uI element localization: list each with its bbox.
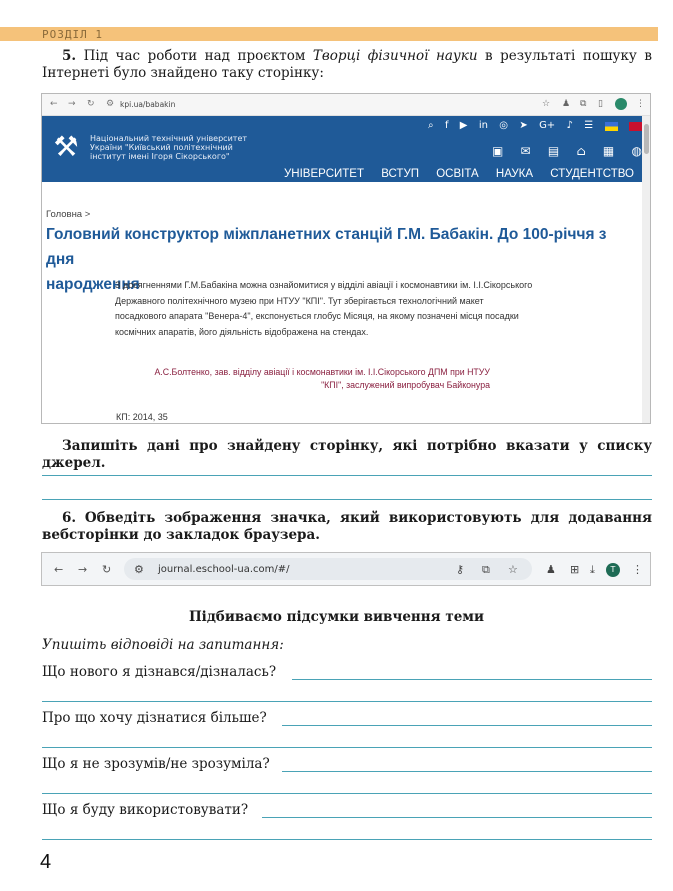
answer-line[interactable]	[42, 793, 652, 794]
kpi-site-header	[42, 116, 642, 182]
summary-title: Підбиваємо підсумки вивчення теми	[188, 609, 485, 625]
menu-icon[interactable]: ⋮	[632, 563, 643, 576]
site-info-icon[interactable]: ⚙	[134, 563, 144, 576]
article-body: З досягненнями Г.М.Бабакіна можна ознайомитися у відділі авіації і космонавтики ім. І.І.Сікорського Державного політехнічного музею при НТУУ "КПІ". Тут зберігається технологічний макет посадкового апарата "Венера-4", експонується глобус Місяця, на якому позначені місця посадки космічних апаратів, його діяльність відображена на стендах.	[115, 280, 533, 337]
rss-icon[interactable]: ☰	[584, 120, 594, 131]
kpi-top-nav	[284, 168, 634, 180]
extension-icon[interactable]: ♟	[562, 99, 571, 109]
browser-screenshot-eschool	[41, 552, 651, 586]
task5-instruction: Запишіть дані про знайдену сторінку, які потрібно вказати у списку джерел.	[42, 438, 652, 471]
answer-line[interactable]	[42, 747, 652, 748]
question-text: Про що хочу дізнатися більше?	[42, 710, 267, 726]
answer-line[interactable]	[42, 701, 652, 702]
forward-icon[interactable]: →	[78, 563, 88, 576]
answer-line[interactable]	[292, 679, 652, 680]
bookmark-star-icon[interactable]: ☆	[508, 563, 518, 576]
address-bar-url[interactable]: journal.eschool-ua.com/#/	[158, 564, 290, 575]
graduation-icon[interactable]: ⌂	[576, 144, 586, 158]
browser-screenshot-kpi	[41, 93, 651, 424]
ukraine-flag-icon[interactable]	[605, 122, 618, 131]
password-key-icon[interactable]: ⚷	[456, 563, 465, 576]
nav-science[interactable]: НАУКА	[495, 168, 534, 180]
reload-icon[interactable]: ↻	[102, 563, 112, 576]
summary-intro: Упишіть відповіді на запитання:	[42, 637, 284, 653]
answer-line[interactable]	[42, 839, 652, 840]
nav-admission[interactable]: ВСТУП	[381, 168, 420, 180]
answer-line[interactable]	[42, 499, 652, 500]
task6-number: 6.	[62, 510, 77, 526]
task5-number: 5.	[62, 48, 77, 64]
browser-toolbar	[42, 94, 650, 116]
uk-flag-icon[interactable]	[629, 122, 642, 131]
article-meta: КП: 2014, 35	[116, 412, 168, 422]
profile-avatar[interactable]	[615, 98, 627, 110]
side-panel-icon[interactable]: ▯	[598, 99, 603, 109]
kpi-logo-icon[interactable]: ⚒	[53, 130, 79, 163]
google-plus-icon[interactable]: G+	[539, 120, 556, 131]
question-text: Що нового я дізнався/дізналась?	[42, 664, 277, 680]
nav-education[interactable]: ОСВІТА	[436, 168, 479, 180]
answer-line[interactable]	[282, 725, 652, 726]
download-icon[interactable]: ⤓	[590, 563, 595, 576]
nav-students[interactable]: СТУДЕНТСТВО	[550, 168, 634, 180]
youtube-icon[interactable]: ▶	[459, 120, 468, 131]
profile-avatar[interactable]: T	[606, 563, 620, 577]
news-icon[interactable]: ▣	[492, 144, 504, 158]
puzzle-icon[interactable]: ⊞	[570, 563, 580, 576]
question-text: Що я буду використовувати?	[42, 802, 249, 818]
quick-link-icons	[492, 144, 642, 158]
globe-icon[interactable]: ◍	[631, 144, 642, 158]
puzzle-icon[interactable]: ⧉	[580, 99, 587, 109]
extension-icon[interactable]: ♟	[546, 563, 556, 576]
answer-line[interactable]	[282, 771, 652, 772]
answer-line[interactable]	[42, 475, 652, 476]
scrollbar-thumb[interactable]	[644, 124, 649, 154]
tiktok-icon[interactable]: ♪	[566, 120, 573, 131]
page-number: 4	[40, 851, 52, 873]
project-title: Творці фізичної науки	[312, 48, 478, 64]
nav-university[interactable]: УНІВЕРСИТЕТ	[284, 168, 364, 180]
facebook-icon[interactable]: f	[444, 120, 449, 131]
forward-icon[interactable]: →	[68, 99, 76, 109]
back-icon[interactable]: ←	[54, 563, 64, 576]
instagram-icon[interactable]: ◎	[499, 120, 509, 131]
reload-icon[interactable]: ↻	[87, 99, 95, 109]
article-quote: А.С.Болтенко, зав. відділу авіації і космонавтики ім. І.І.Сікорського ДПМ при НТУУ "КПІ", заслужений випробувач Байконура	[154, 367, 490, 390]
task6-text: 6. Обведіть зображення значка, який використовують для додавання вебсторінки до закладок браузера.	[42, 510, 652, 543]
task5-text: 5. Під час роботи над проєктом Творці фізичної науки в результаті пошуку в Інтернеті було знайдено таку сторінку:	[42, 48, 652, 81]
library-icon[interactable]: ▦	[602, 144, 615, 158]
announcement-icon[interactable]: ✉	[520, 144, 531, 158]
question-row	[42, 802, 652, 822]
schedule-icon[interactable]: ▤	[547, 144, 560, 158]
university-name: Національний технічний університет України "Київський політехнічний інститут імені Ігоря Сікорського"	[90, 134, 248, 161]
breadcrumb[interactable]: Головна >	[46, 209, 91, 220]
menu-icon[interactable]: ⋮	[636, 99, 645, 109]
page-scrollbar[interactable]	[642, 116, 651, 424]
article-title: Головний конструктор міжпланетних станцій Г.М. Бабакін. До 100-річчя з дня народження	[46, 226, 607, 293]
search-icon[interactable]: ⌕	[428, 120, 434, 131]
section-label: РОЗДІЛ 1	[42, 28, 103, 41]
bookmark-star-icon[interactable]: ☆	[542, 99, 551, 109]
question-row	[42, 756, 652, 776]
question-text: Що я не зрозумів/не зрозуміла?	[42, 756, 270, 772]
question-row	[42, 664, 652, 684]
social-icons	[428, 120, 642, 131]
telegram-icon[interactable]: ➤	[519, 120, 528, 131]
site-info-icon[interactable]: ⚙	[106, 99, 115, 109]
back-icon[interactable]: ←	[50, 99, 58, 109]
install-app-icon[interactable]: ⧉	[482, 563, 490, 576]
linkedin-icon[interactable]: in	[478, 120, 488, 131]
address-bar-url[interactable]: kpi.ua/babakin	[120, 100, 176, 109]
answer-line[interactable]	[262, 817, 652, 818]
question-row	[42, 710, 652, 730]
